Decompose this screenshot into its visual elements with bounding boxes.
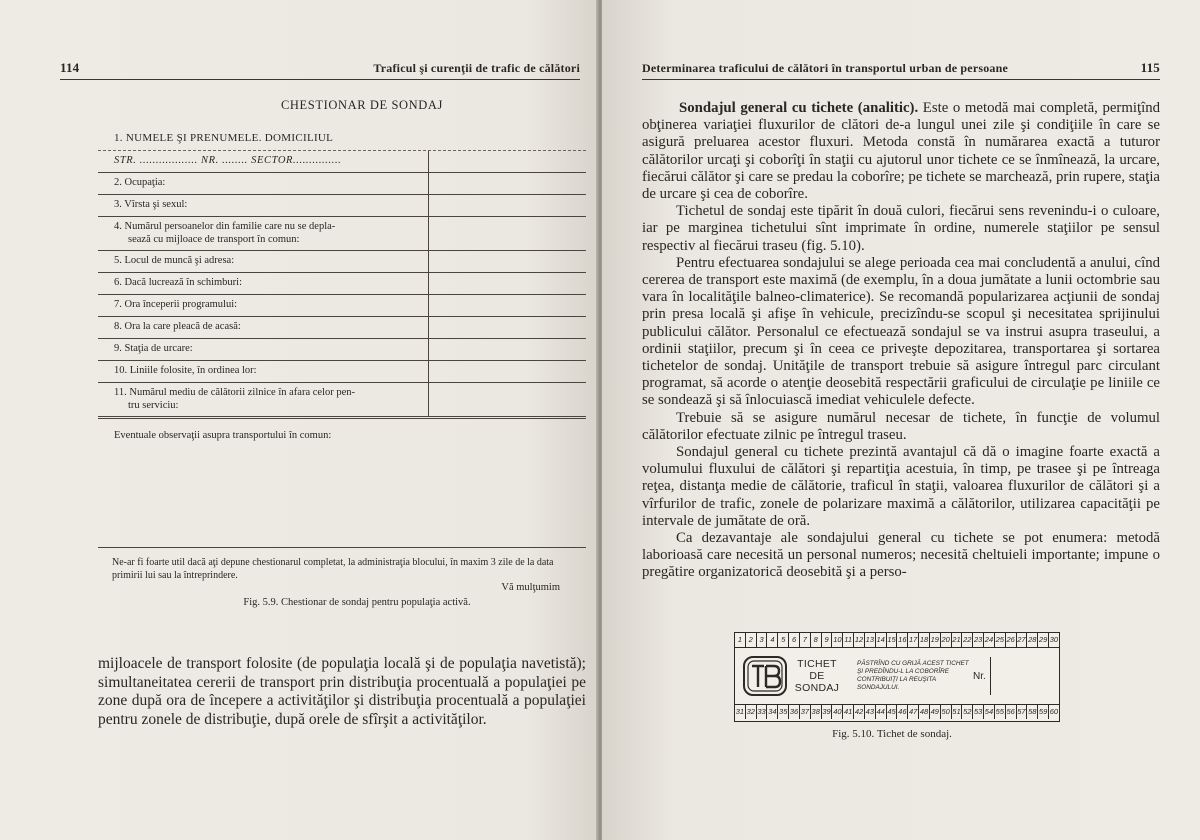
station-number-cell: 4 — [767, 633, 778, 647]
station-number-cell: 45 — [887, 705, 898, 719]
station-number-cell: 25 — [995, 633, 1006, 647]
ticket-nr-label: Nr. — [973, 670, 986, 682]
station-number-cell: 27 — [1017, 633, 1028, 647]
station-number-cell: 40 — [832, 705, 843, 719]
left-page-number: 114 — [60, 60, 80, 75]
station-number-cell: 15 — [887, 633, 898, 647]
question-3-text: 3. Vîrsta şi sexul: — [114, 199, 188, 210]
station-number-cell: 1 — [735, 633, 746, 647]
paragraph-3: Pentru efectuarea sondajului se alege perioada cea mai concludentă a anului, cînd cererea de transport este maximă (de exemplu, în a doua jumătate a lunii octombrie sau vara în localităţile balneo-climaterice). Se recomandă popularizarea acţiunii de sondaj prin presa locală şi afişe în vehicule, precizîndu-se scopul şi necesitatea sprijinului publicului călător. Personalul ce efectuează sondajul se va instrui asupra traseului, a ordinii staţiilor, precum şi în ceea ce priveşte depozitarea, transportarea şi sortarea tichetelor de sondaj. Unităţile de transport trebuie să asigure întregul parc circulant programat, să acorde o atenţie deosebită respectării graficului de circulaţie pe liniile ce se sondează şi să înlocuiască imediat vehiculele defecte. — [642, 254, 1160, 409]
station-number-cell: 16 — [897, 633, 908, 647]
station-number-cell: 44 — [876, 705, 887, 719]
station-number-cell: 30 — [1049, 635, 1059, 644]
station-number-cell: 12 — [854, 633, 865, 647]
ticket-word-1: TICHET — [797, 658, 837, 670]
ticket-body — [735, 648, 1059, 705]
right-page-number: 115 — [1140, 60, 1160, 75]
question-7 — [98, 295, 586, 317]
figure-5-9-caption: Fig. 5.9. Chestionar de sondaj pentru populaţia activă. — [243, 597, 471, 608]
survey-ticket-figure — [734, 632, 1060, 722]
left-paragraph: mijloacele de transport folosite (de populaţia locală şi de populaţia navetistă); simultaneitatea cererii de transport prin distribuţia procentuală a populaţiei pe zone după ora de începere a activităţilor şi distribuţia procentuală a populaţiei pentru zonele de distribuţie, după orele de sfîrşit a activităţilor. — [98, 655, 586, 728]
station-number-cell: 39 — [822, 705, 833, 719]
question-8-text: 8. Ora la care pleacă de acasă: — [114, 321, 241, 332]
station-number-cell: 21 — [952, 633, 963, 647]
question-6-text: 6. Dacă lucrează în schimburi: — [114, 277, 242, 288]
station-number-cell: 41 — [843, 705, 854, 719]
station-number-cell: 2 — [746, 633, 757, 647]
right-running-title: Determinarea traficului de călători în transportul urban de persoane — [642, 61, 1009, 75]
station-number-cell: 33 — [757, 705, 768, 719]
station-number-cell: 56 — [1006, 705, 1017, 719]
ticket-word-3: SONDAJ — [794, 682, 840, 694]
question-4 — [98, 217, 586, 251]
station-number-cell: 19 — [930, 633, 941, 647]
question-10 — [98, 361, 586, 383]
station-number-cell: 46 — [897, 705, 908, 719]
right-body-text — [642, 100, 1160, 582]
station-number-cell: 17 — [908, 633, 919, 647]
ticket-title — [789, 658, 845, 694]
question-11-text-b: tru serviciu: — [128, 400, 179, 411]
question-5 — [98, 251, 586, 273]
question-4-text-b: sează cu mijloace de transport în comun: — [128, 234, 300, 245]
question-1: 1. NUMELE ŞI PRENUMELE. DOMICILIUL — [114, 132, 334, 144]
station-number-cell: 58 — [1027, 705, 1038, 719]
ticket-number-box — [990, 657, 1033, 695]
station-number-cell: 59 — [1038, 705, 1049, 719]
station-number-cell: 26 — [1006, 633, 1017, 647]
station-number-cell: 36 — [789, 705, 800, 719]
station-number-cell: 55 — [995, 705, 1006, 719]
header-rule — [60, 79, 580, 80]
station-number-cell: 5 — [778, 633, 789, 647]
ticket-instruction: PĂSTRÎND CU GRIJĂ ACEST TICHET ŞI PREDÎNDU-L LA COBORÎRE CONTRIBUIŢI LA REUŞITA SONDAJULUI. — [857, 660, 969, 691]
station-number-cell: 54 — [984, 705, 995, 719]
station-number-cell: 51 — [952, 705, 963, 719]
station-number-cell: 28 — [1027, 633, 1038, 647]
station-number-cell: 8 — [811, 633, 822, 647]
right-page — [602, 0, 1200, 840]
ticket-top-station-numbers — [735, 633, 1059, 648]
station-number-cell: 20 — [941, 633, 952, 647]
station-number-cell: 60 — [1049, 707, 1059, 716]
station-number-cell: 50 — [941, 705, 952, 719]
station-number-cell: 22 — [962, 633, 973, 647]
question-2-text: 2. Ocupaţia: — [114, 177, 166, 188]
left-page — [0, 0, 598, 840]
station-number-cell: 32 — [746, 705, 757, 719]
questionnaire-note: Ne-ar fi foarte util dacă aţi depune chestionarul completat, la administraţia blocului, în maxim 3 zile de la data primirii lui sau la întreprindere. — [112, 557, 554, 581]
station-number-cell: 48 — [919, 705, 930, 719]
question-10-text: 10. Liniile folosite, în ordinea lor: — [114, 365, 257, 376]
questionnaire-signoff: Vă mulţumim — [501, 582, 560, 593]
header-rule — [642, 79, 1160, 80]
paragraph-4: Trebuie să se asigure numărul necesar de tichete, în funcţie de volumul călătorilor efectuate zilnic pe întregul traseu. — [642, 409, 1160, 443]
questionnaire-title: CHESTIONAR DE SONDAJ — [280, 98, 443, 112]
left-body-text — [98, 655, 586, 729]
station-number-cell: 31 — [735, 705, 746, 719]
station-number-cell: 43 — [865, 705, 876, 719]
station-number-cell: 49 — [930, 705, 941, 719]
station-number-cell: 3 — [757, 633, 768, 647]
station-number-cell: 35 — [778, 705, 789, 719]
observations-field: Eventuale observaţii asupra transportului în comun: — [114, 430, 332, 441]
station-number-cell: 42 — [854, 705, 865, 719]
station-number-cell: 14 — [876, 633, 887, 647]
station-number-cell: 9 — [822, 633, 833, 647]
questionnaire-form — [98, 98, 586, 608]
station-number-cell: 6 — [789, 633, 800, 647]
station-number-cell: 24 — [984, 633, 995, 647]
station-number-cell: 34 — [767, 705, 778, 719]
section-heading: Sondajul general cu tichete (analitic). — [678, 100, 919, 116]
right-running-head — [642, 60, 1160, 80]
station-number-cell: 37 — [800, 705, 811, 719]
question-5-text: 5. Locul de muncă şi adresa: — [114, 255, 235, 266]
station-number-cell: 47 — [908, 705, 919, 719]
paragraph-1-text: Este o metodă mai completă, permiţînd obţinerea variaţiei fluxurilor de clători de-a lungul unei zile şi condiţiile în care se asigură preluarea acestor fluxuri. Metoda constă în numărarea exactă a tuturor călătorilor urcaţi şi coborîţi în staţii cu ajutorul unor tichete ce se înmînează, la urcare, fiecărui călător şi care se predau la coborîre; pe tichete se marchează, prin rupere, staţia de urcare şi cea de coborîre. — [642, 100, 1160, 203]
station-number-cell: 38 — [811, 705, 822, 719]
question-6 — [98, 273, 586, 295]
question-11-text-a: 11. Numărul mediu de călătorii zilnice în afara celor pen- — [114, 387, 356, 398]
question-2 — [98, 173, 586, 195]
paragraph-5: Sondajul general cu tichete prezintă avantajul că dă o imagine foarte exactă a volumului fluxului de călători şi repartiţia acestuia, în timp, pe trasee şi pe întreaga reţea, distanţa medie de călătorie, traficul în staţii, valoarea fluxurilor de călători şi a vîrfurilor de trafic, zonele de polarizare maximă a călătorilor, utilizarea capacităţii pe intervale de jumătate de oră. — [642, 444, 1160, 529]
paragraph-2: Tichetul de sondaj este tipărit în două culori, fiecărui sens revenindu-i o culoare, iar pe marginea tichetului sînt imprimate în ordine, numerele staţiilor pe sensul respectiv al fiecărui traseu (fig. 5.10). — [642, 203, 1160, 254]
observations-blank-area — [98, 447, 586, 548]
station-number-cell: 53 — [973, 705, 984, 719]
ticket-word-2: DE — [809, 670, 825, 682]
question-9 — [98, 339, 586, 361]
question-9-text: 9. Staţia de urcare: — [114, 343, 193, 354]
tramway-logo-icon — [741, 654, 789, 698]
address-text: STR. .................. NR. ........ SECTOR............... — [114, 155, 342, 166]
station-number-cell: 18 — [919, 633, 930, 647]
question-8 — [98, 317, 586, 339]
ticket-bottom-station-numbers — [735, 705, 1059, 719]
question-7-text: 7. Ora începerii programului: — [114, 299, 238, 310]
station-number-cell: 10 — [832, 633, 843, 647]
address-line — [98, 150, 586, 173]
station-number-cell: 29 — [1038, 633, 1049, 647]
station-number-cell: 13 — [865, 633, 876, 647]
question-3 — [98, 195, 586, 217]
question-4-text-a: 4. Numărul persoanelor din familie care nu se depla- — [114, 221, 336, 232]
station-number-cell: 57 — [1017, 705, 1028, 719]
station-number-cell: 11 — [843, 633, 854, 647]
paragraph-6: Ca dezavantaje ale sondajului general cu tichete se pot enumera: metodă laborioasă care necesită un personal numeros; necesită cheltuieli importante; impune o pregătire organizatorică deosebită şi a perso- — [642, 530, 1160, 581]
question-11 — [98, 383, 586, 419]
left-running-title: Traficul şi curenţii de trafic de călători — [373, 61, 580, 75]
figure-5-10-caption: Fig. 5.10. Tichet de sondaj. — [832, 728, 952, 740]
station-number-cell: 52 — [962, 705, 973, 719]
station-number-cell: 23 — [973, 633, 984, 647]
station-number-cell: 7 — [800, 633, 811, 647]
paragraph-1 — [642, 100, 1160, 203]
left-running-head — [60, 60, 580, 80]
